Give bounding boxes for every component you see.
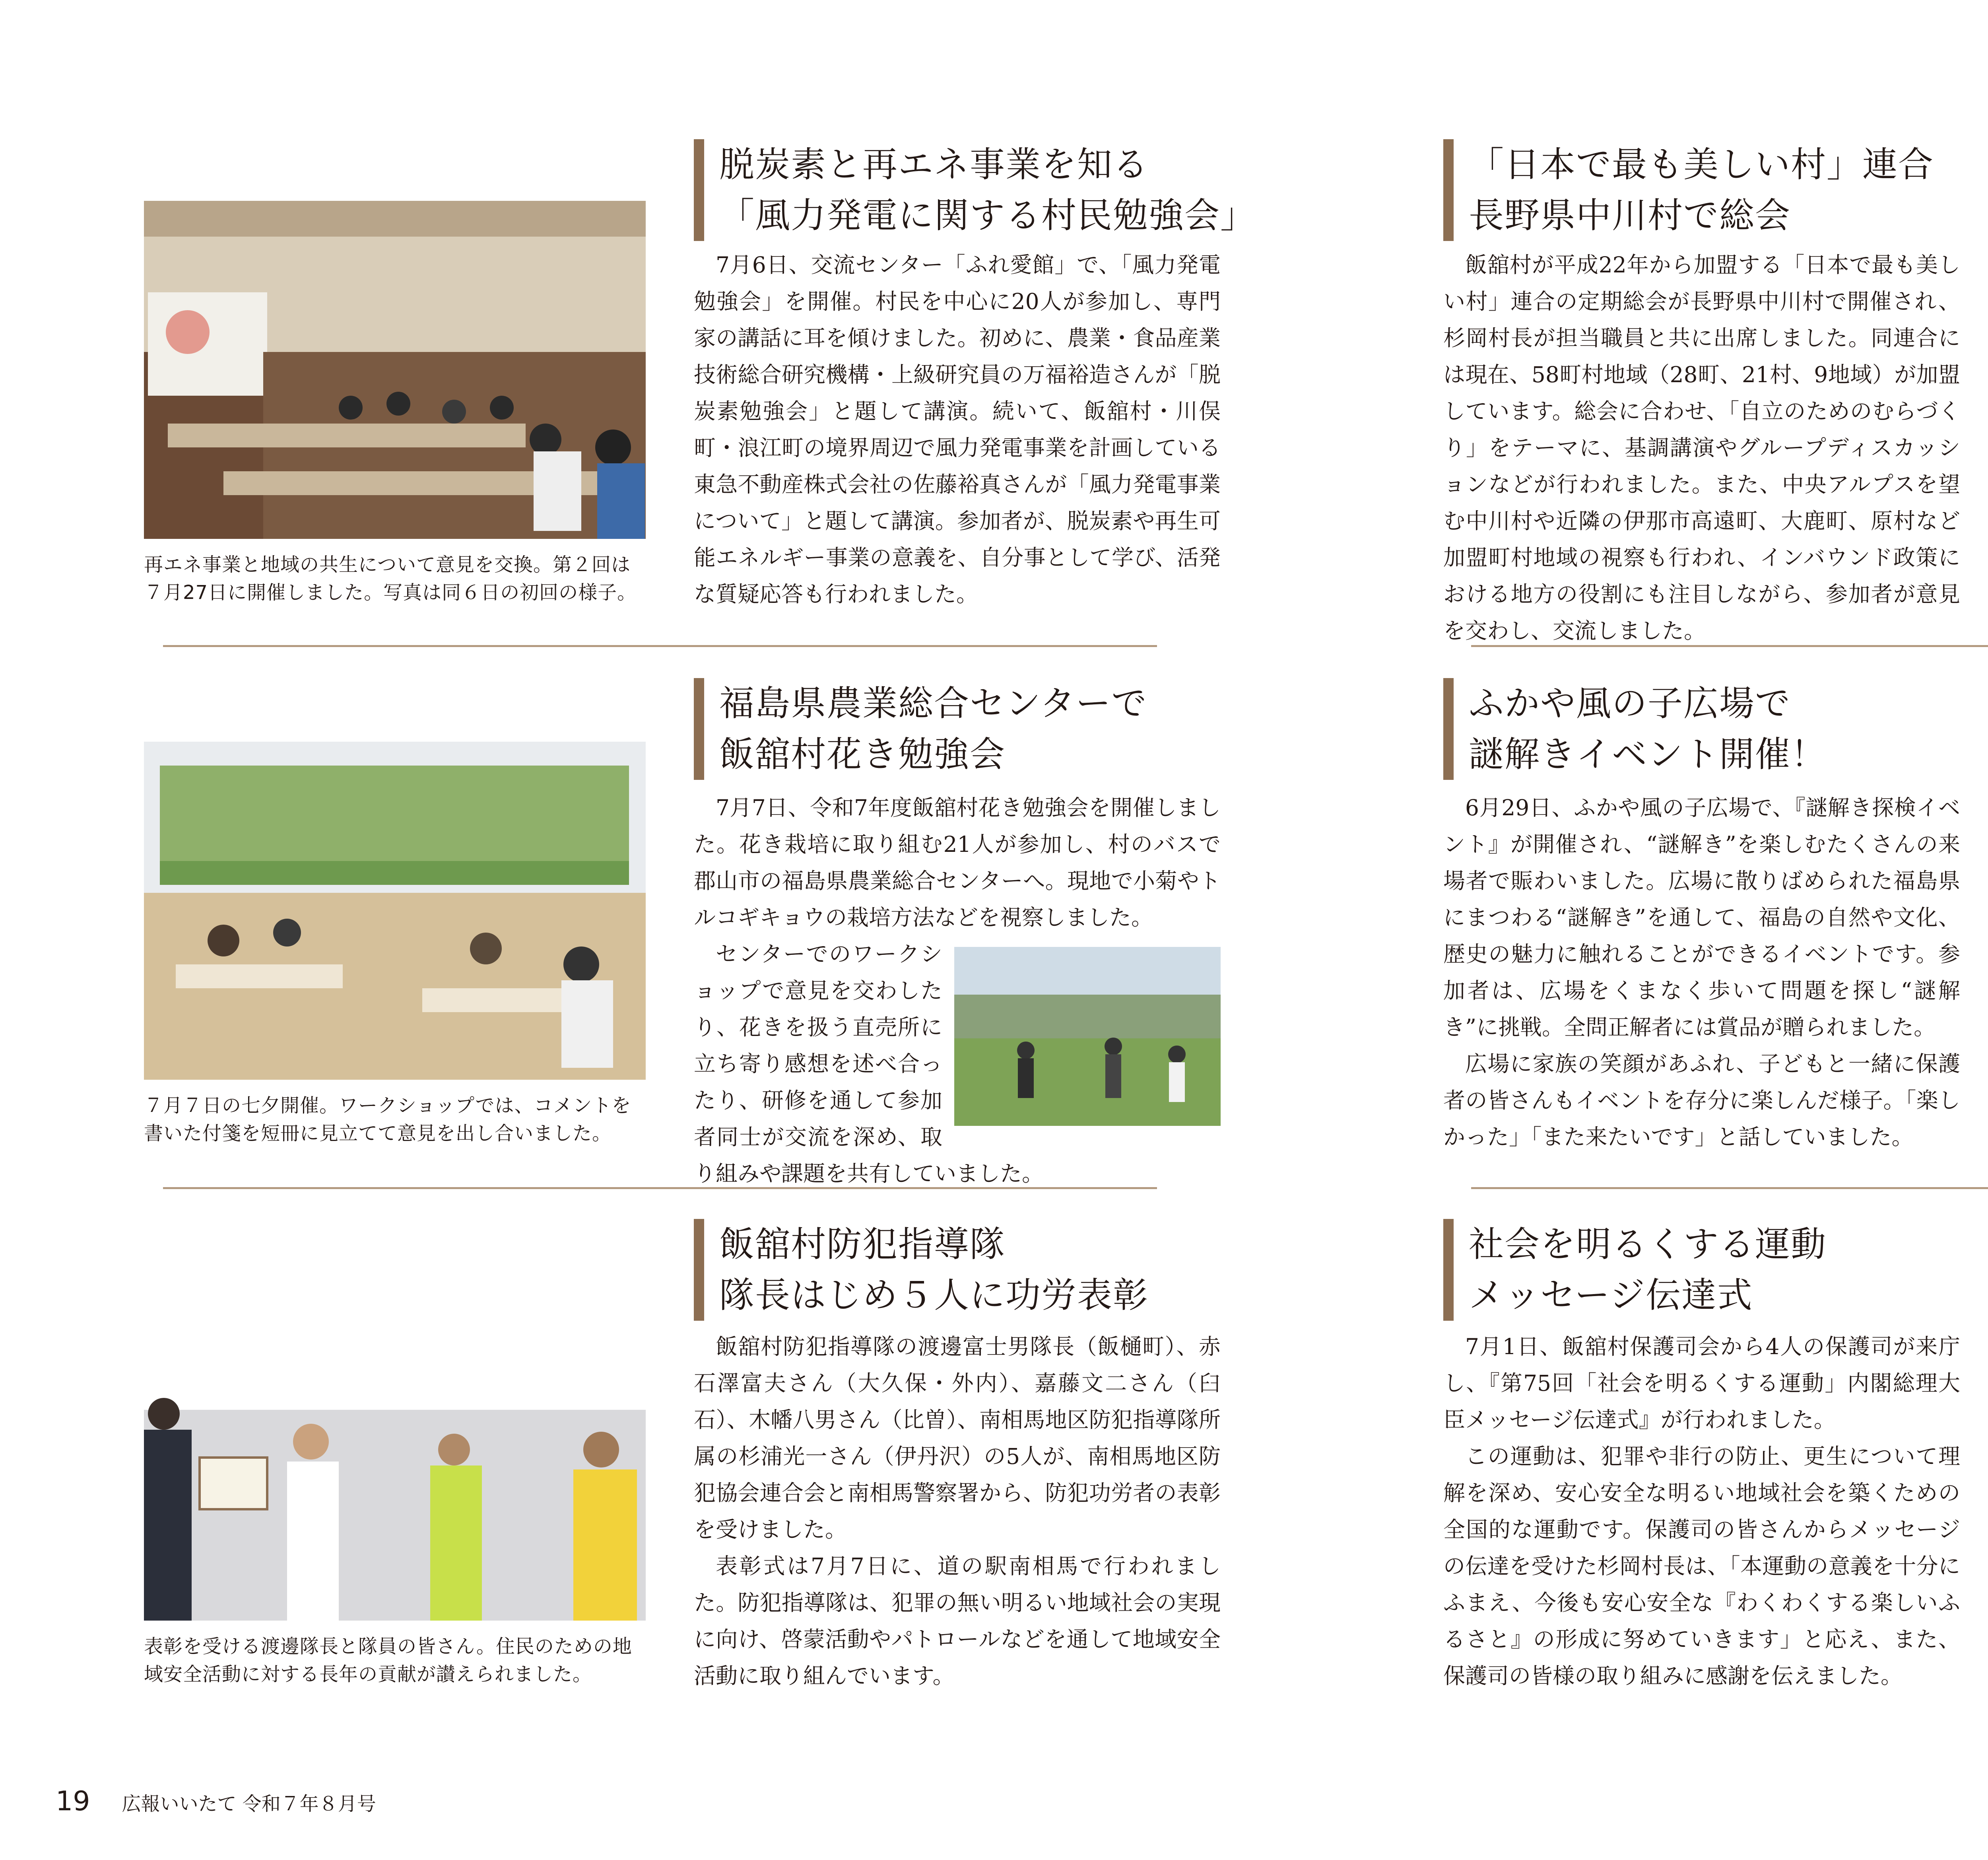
section-divider: [163, 1187, 1157, 1189]
villages-body: 飯舘村が平成22年から加盟する「日本で最も美しい村」連合の定期総会が長野県中川村で開催され、杉岡村長が担当職員と共に出席しました。同連合には現在、58町村地域（28町、21村、9地域）が加盟しています。総会に合わせ、「自立のためのむらづくり」をテーマに、基調講演やグループディスカッションなどが行われました。また、中央アルプスを望む中川村や近隣の伊那市高遠町、大鹿町、原村など加盟町村地域の視察も行われ、インバウンド政策における地方の役割にも注目しながら、参加者が意見を交わし、交流しました。: [1443, 252, 1960, 643]
patrol-award-body: 飯舘村防犯指導隊の渡邊富士男隊長（飯樋町）、赤石澤富夫さん（大久保・外内）、嘉藤文二さん（臼石）、木幡八男さん（比曽）、南相馬地区防犯指導隊所属の杉浦光一さん（伊丹沢）の5人が、南相馬地区防犯協会連合会と南相馬警察署から、防犯功労者の表彰を受けました。 表彰式は7月7日に、道の駅南相馬で行われました。防犯指導隊は、犯罪の無い明るい地域社会の実現に向け、啓蒙活動やパトロールなどを通して地域安全活動に取り組んでいます。: [694, 1334, 1221, 1689]
wind-study-title: 脱炭素と再エネ事業を知る 「風力発電に関する村民勉強会」: [694, 139, 1256, 241]
patrol-award-title: 飯舘村防犯指導隊 隊長はじめ５人に功労表彰: [694, 1219, 1149, 1321]
section-divider: [1471, 645, 1988, 647]
flower-study-body: 7月7日、令和7年度飯舘村花き勉強会を開催しました。花き栽培に取り組む21人が参加し、村のバスで郡山市の福島県農業総合センターへ。現地で小菊やトルコギキョウの栽培方法などを視察しました。 センターでのワークショップで意見を交わしたり、花きを扱う直売所に立ち寄り感想を述べ合ったり、研修を通して参加者同士が交流を深め、取り組みや課題を共有していました。: [694, 795, 1221, 1186]
flower-workshop-photo: [144, 742, 646, 1080]
section-divider: [1471, 1187, 1988, 1189]
wind-study-photo: [144, 201, 646, 539]
riddle-event-title: ふかや風の子広場で 謎解きイベント開催！: [1443, 678, 1827, 780]
society-message-title: 社会を明るくする運動 メッセージ伝達式: [1443, 1219, 1827, 1321]
section-divider: [163, 645, 1157, 647]
wind-study-caption: 再エネ事業と地域の共生について意見を交換。第２回は７月27日に開催しました。写真は同６日の初回の様子。: [144, 554, 637, 604]
patrol-award-photo: [144, 1283, 646, 1621]
publication-info-left: 広報いいたて 令和７年８月号: [122, 1793, 376, 1815]
footer-left: [56, 1786, 376, 1817]
patrol-award-caption: 表彰を受ける渡邊隊長と隊員の皆さん。住民のための地域安全活動に対する長年の貢献が讃えられました。: [144, 1635, 632, 1685]
wind-study-body: 7月6日、交流センター「ふれ愛館」で、「風力発電勉強会」を開催。村民を中心に20人が参加し、専門家の講話に耳を傾けました。初めに、農業・食品産業技術総合研究機構・上級研究員の万福裕造さんが「脱炭素勉強会」と題して講演。続いて、飯舘村・川俣町・浪江町の境界周辺で風力発電事業を計画している東急不動産株式会社の佐藤裕真さんが「風力発電事業について」と題して講演。参加者が、脱炭素や再生可能エネルギー事業の意義を、自分事として学び、活発な質疑応答も行われました。: [694, 252, 1221, 607]
villages-title: 「日本で最も美しい村」連合 長野県中川村で総会: [1443, 139, 1934, 241]
flower-workshop-caption: ７月７日の七夕開催。ワークショップでは、コメントを書いた付箋を短冊に見立てて意見を出し合いました。: [144, 1094, 631, 1145]
page-number-left: 19: [56, 1786, 90, 1817]
society-message-body: 7月1日、飯舘村保護司会から4人の保護司が来庁し、『第75回「社会を明るくする運動」内閣総理大臣メッセージ伝達式』が行われました。 この運動は、犯罪や非行の防止、更生について理解を深め、安心安全な明るい地域社会を築くための全国的な運動です。保護司の皆さんからメッセージの伝達を受けた杉岡村長は、「本運動の意義を十分にふまえ、今後も安心安全な『わくわくする楽しいふるさと』の形成に努めていきます」と応え、また、保護司の皆様の取り組みに感謝を伝えました。: [1443, 1334, 1960, 1689]
flower-field-photo: [954, 947, 1221, 1126]
flower-study-title: 福島県農業総合センターで 飯舘村花き勉強会: [694, 678, 1147, 780]
riddle-event-body: 6月29日、ふかや風の子広場で、『謎解き探検イベント』が開催され、“謎解き”を楽しむたくさんの来場者で賑わいました。広場に散りばめられた福島県にまつわる“謎解き”を通して、福島の自然や文化、歴史の魅力に触れることができるイベントです。参加者は、広場をくまなく歩いて問題を探し“謎解き”に挑戦。全問正解者には賞品が贈られました。 広場に家族の笑顔があふれ、子どもと一緒に保護者の皆さんもイベントを存分に楽しんだ様子。「楽しかった」「また来たいです」と話していました。: [1443, 795, 1960, 1150]
